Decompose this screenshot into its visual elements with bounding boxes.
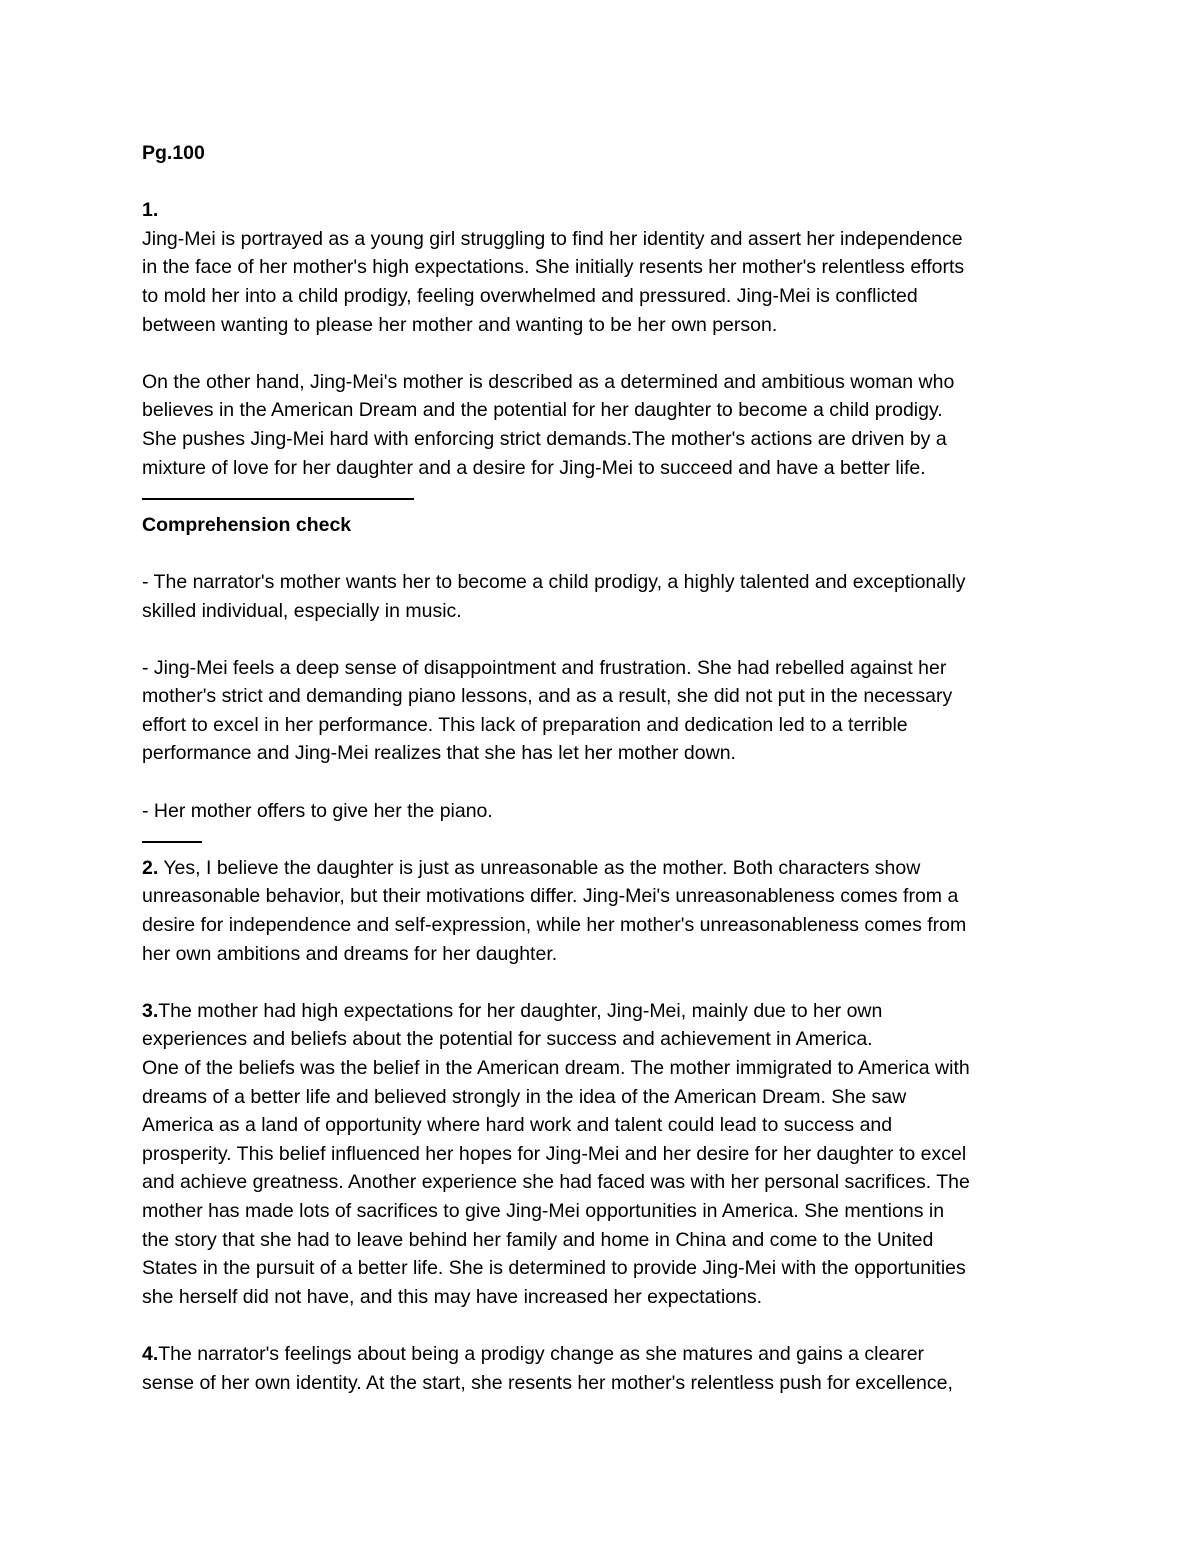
text-line: mixture of love for her daughter and a desire for Jing-Mei to succeed and have a better life.: [142, 456, 926, 479]
text-line: the story that she had to leave behind her family and home in China and come to the United: [142, 1228, 934, 1251]
text-line: effort to excel in her performance. This lack of preparation and dedication led to a terrible: [142, 713, 908, 736]
spacer: [142, 339, 1072, 368]
text-line: unreasonable behavior, but their motivations differ. Jing-Mei's unreasonableness comes from a: [142, 885, 959, 908]
text-line: believes in the American Dream and the potential for her daughter to become a child prodigy.: [142, 399, 943, 422]
text-line: - Jing-Mei feels a deep sense of disappointment and frustration. She had rebelled against her: [142, 656, 947, 679]
question-2-first-line: Yes, I believe the daughter is just as unreasonable as the mother. Both characters show: [158, 856, 921, 879]
comprehension-item-2: [142, 654, 1072, 768]
text-line: and achieve greatness. Another experience she had faced was with her personal sacrifices. The: [142, 1171, 970, 1194]
spacer: [142, 1311, 1072, 1340]
page-label: Pg.100: [142, 142, 205, 164]
short-divider-rule: [142, 825, 1072, 854]
question-4-number: 4.: [142, 1342, 159, 1365]
question-4: [142, 1340, 1072, 1397]
text-line: to mold her into a child prodigy, feeling overwhelmed and pressured. Jing-Mei is conflicted: [142, 284, 918, 307]
question-2-number: 2.: [142, 856, 159, 879]
text-line: experiences and beliefs about the potential for success and achievement in America.: [142, 1028, 873, 1051]
comprehension-heading: Comprehension check: [142, 513, 352, 536]
text-line: performance and Jing-Mei realizes that she has let her mother down.: [142, 742, 736, 765]
spacer: [142, 768, 1072, 797]
text-line: mother's strict and demanding piano lessons, and as a result, she did not put in the necessary: [142, 685, 953, 708]
text-line: - The narrator's mother wants her to become a child prodigy, a highly talented and exceptionally: [142, 570, 966, 593]
text-line: between wanting to please her mother and wanting to be her own person.: [142, 313, 778, 336]
text-line: Jing-Mei is portrayed as a young girl struggling to find her identity and assert her independence: [142, 227, 963, 250]
spacer: [142, 168, 1072, 197]
question-3-number: 3.: [142, 999, 159, 1022]
document-page: [142, 139, 1072, 1397]
text-line: skilled individual, especially in music.: [142, 599, 462, 622]
text-line: She pushes Jing-Mei hard with enforcing strict demands.The mother's actions are driven by a: [142, 427, 947, 450]
question-1-paragraph-1: [142, 225, 1072, 339]
question-4-first-line: The narrator's feelings about being a prodigy change as she matures and gains a clearer: [158, 1342, 925, 1365]
question-2: [142, 854, 1072, 968]
section-divider-rule: [142, 482, 1072, 511]
text-line: in the face of her mother's high expectations. She initially resents her mother's relentless efforts: [142, 256, 965, 279]
question-3: [142, 997, 1072, 1312]
spacer: [142, 625, 1072, 654]
text-line: sense of her own identity. At the start, she resents her mother's relentless push for excellence,: [142, 1371, 953, 1394]
text-line: On the other hand, Jing-Mei's mother is described as a determined and ambitious woman who: [142, 370, 955, 393]
spacer: [142, 539, 1072, 568]
text-line: [142, 997, 1072, 1026]
question-3-first-line: The mother had high expectations for her daughter, Jing-Mei, mainly due to her own: [158, 999, 883, 1022]
text-line: she herself did not have, and this may have increased her expectations.: [142, 1285, 763, 1308]
text-line: desire for independence and self-expression, while her mother's unreasonableness comes from: [142, 914, 967, 937]
comprehension-item-1: [142, 568, 1072, 625]
comprehension-item-3: - Her mother offers to give her the piano.: [142, 799, 493, 822]
question-1-number: 1.: [142, 199, 159, 222]
text-line: States in the pursuit of a better life. She is determined to provide Jing-Mei with the opportunities: [142, 1257, 966, 1280]
spacer: [142, 968, 1072, 997]
text-line: One of the beliefs was the belief in the American dream. The mother immigrated to America with: [142, 1057, 970, 1079]
text-line: dreams of a better life and believed strongly in the idea of the American Dream. She saw: [142, 1085, 907, 1108]
text-line: America as a land of opportunity where hard work and talent could lead to success and: [142, 1114, 893, 1137]
text-line: [142, 854, 1072, 883]
question-1-paragraph-2: [142, 368, 1072, 482]
text-line: mother has made lots of sacrifices to give Jing-Mei opportunities in America. She mentions in: [142, 1199, 945, 1222]
text-line: her own ambitions and dreams for her daughter.: [142, 942, 558, 965]
text-line: [142, 1340, 1072, 1369]
text-line: prosperity. This belief influenced her hopes for Jing-Mei and her desire for her daughter to excel: [142, 1142, 967, 1165]
